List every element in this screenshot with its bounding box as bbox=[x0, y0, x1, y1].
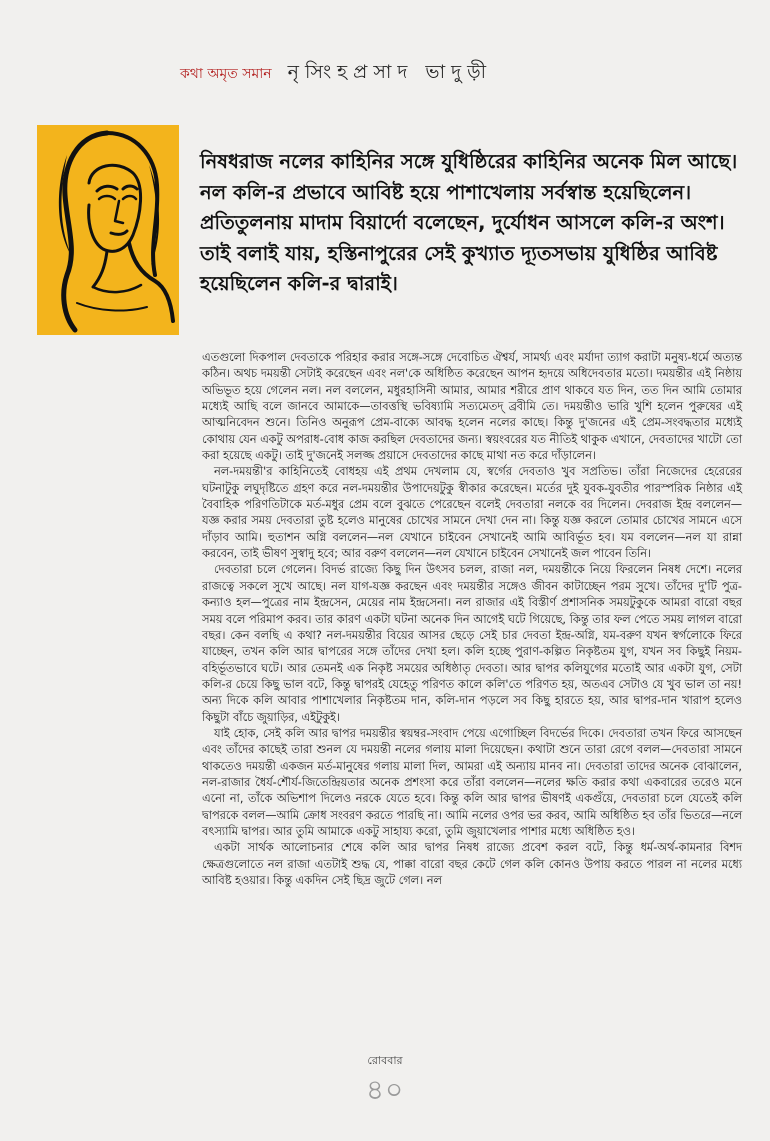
woman-sketch-icon bbox=[37, 125, 179, 335]
series-title: কথা অমৃত সমান bbox=[180, 66, 272, 82]
page-number: ৪০ bbox=[365, 1073, 405, 1106]
pull-quote bbox=[200, 147, 740, 300]
article-body bbox=[202, 350, 742, 889]
paragraph: যাই হোক, সেই কলি আর দ্বাপর দময়ন্তীর স্বয়ম্বর-সংবাদ পেয়ে এগোচ্ছিল বিদর্ভের দিকে। দেবতারা তখন ফিরে আসছেন এবং তাঁদের কাছেই তারা শুনল যে দময়ন্তী নলের গলায় মালা দিয়েছেন। কথাটা শুনে তারা রেগে বলল—দেবতারা সামনে থাকতেও দময়ন্তী একজন মর্ত-মানুষের গলায় মালা দিল, আমরা এই অন্যায় মানব না। দেবতারা তাদের অনেক বোঝালেন, নল-রাজার ধৈর্য-শৌর্য-জিতেন্দ্রিয়তার অনেক প্রশংসা করে তাঁরা বললেন—নলের ক্ষতি করার কথা একবারের তরেও মনে এনো না, তাঁকে অভিশাপ দিলেও নরকে যেতে হবে। কিন্তু কলি আর দ্বাপর ভীষণই একগুঁয়ে, দেবতারা চলে যেতেই কলি দ্বাপরকে বলল—আমি ক্রোধ সংবরণ করতে পারছি না। আমি নলের ওপর ভর করব, আমি অধিষ্ঠিত হব তাঁর ভিতরে—নলে বৎস্যামি দ্বাপর। আর তুমি আমাকে একটু সাহায্য করো, তুমি জুয়াখেলার পাশার মধ্যে অধিষ্ঠিত হও। bbox=[202, 726, 742, 838]
paragraph: নল-দময়ন্তী'র কাহিনিতেই বোধহয় এই প্রথম দেখলাম যে, স্বর্গের দেবতাও খুব সপ্রতিভ। তাঁরা নিজেদের হেরেরের ঘটনাটুকু লঘুদৃষ্টিতে গ্রহণ করে নল-দময়ন্তীর উপাদেয়টুকু স্বীকার করেছেন। মর্তের দুই যুবক-যুবতীর পারস্পরিক নিষ্ঠার এই বৈবাহিক পরিণতিটাকে মর্ত-মধুর প্রেম বলে বুঝতে পেরেছেন বলেই দেবতারা নলকে বর দিলেন। দেবরাজ ইন্দ্র বললেন—যজ্ঞ করার সময় দেবতারা তুষ্ট হলেও মানুষের চোখের সামনে দেখা দেন না। কিন্তু যজ্ঞ করলে তোমার চোখের সামনে এসে দাঁড়াব আমি। হুতাশন অগ্নি বললেন—নল যেখানে চাইবেন সেখানেই আমি আবির্ভূত হব। যম বললেন—নল যা রান্না করবেন, তাই ভীষণ সুস্বাদু হবে; আর বরুণ বললেন—নল যেখানে চাইবেন সেখানেই জল পাবেন তিনি। bbox=[202, 465, 742, 561]
paragraph: এতগুলো দিকপাল দেবতাকে পরিহার করার সঙ্গে-সঙ্গে দেবোচিত ঐশ্বর্য, সামর্থ্য এবং মর্যাদা ত্যাগ করাটা মনুষ্য-ধর্মে অত্যন্ত কঠিন। অথচ দময়ন্তী সেটাই করেছেন এবং নল'কে অধিষ্ঠিত করেছেন আপন হৃদয়ে অধিদেবতার মতো। দময়ন্তীর এই নিষ্ঠায় অভিভূত হয়ে গেলেন নল। নল বললেন, মধুরহাসিনী আমার, আমার শরীরে প্রাণ থাকবে যত দিন, তত দিন আমি তোমার মধ্যেই আছি বলে জানবে আমাকে—তাবত্তস্থি ভবিষ্যামি সত্যমেতদ্ ব্রবীমি তে। দময়ন্তীও ভারি খুশি হলেন পুরুষের এই আত্মনিবেদন শুনে। তিনিও অনুরূপ প্রেম-বাক্যে আবদ্ধ হলেন নলের কাছে। কিন্তু দু'জনের এই প্রেম-সংবদ্ধতার মধ্যেই কোথায় যেন একটু অপরাধ-বোধ কাজ করছিল দেবতাদের জন্য। স্বয়ংবরের যত নীতিই থাকুক এখানে, দেবতাদের খাটো তো করা হয়েছে একটু। তাই দু'জনেই সলজ্জ প্রয়াসে দেবতাদের কাছে মাথা নত করে দাঁড়ালেন। bbox=[202, 351, 742, 463]
paragraph: একটা সার্থক আলোচনার শেষে কলি আর দ্বাপর নিষধ রাজ্যে প্রবেশ করল বটে, কিন্তু ধর্ম-অর্থ-কামনার বিশদ ক্ষেত্রগুলোতে নল রাজা এতটাই শুদ্ধ যে, পাক্কা বারো বছর কেটে গেল কলি কোনও উপায় করতে পারল না নলের মধ্যে আবিষ্ট হওয়ার। কিন্তু একদিন সেই ছিদ্র জুটে গেল। নল bbox=[202, 841, 742, 887]
author-name: নৃসিংহপ্রসাদ ভাদুড়ী bbox=[287, 61, 493, 83]
illustration-woman-portrait bbox=[37, 125, 179, 335]
page-footer bbox=[0, 1052, 770, 1115]
page-header bbox=[180, 58, 492, 90]
paragraph: দেবতারা চলে গেলেন। বিদর্ভ রাজ্যে কিছু দিন উৎসব চলল, রাজা নল, দময়ন্তীকে নিয়ে ফিরলেন নিষধ দেশে। নলের রাজত্বে সকলে সুখে আছে। নল যাগ-যজ্ঞ করছেন এবং দময়ন্তীর সঙ্গেও জীবন কাটাচ্ছেন পরম সুখে। তাঁদের দু'টি পুত্র-কন্যাও হল—পুত্রের নাম ইন্দ্রসেন, মেয়ের নাম ইন্দ্রসেনা। নল রাজার এই বিস্তীর্ণ প্রশাসনিক সময়টুকুকে আমরা বারো বছর সময় বলে পরিমাপ করব। তার কারণ একটা ঘটনা অনেক দিন আগেই ঘটে গিয়েছে, কিন্তু তার ফল পেতে সময় লাগল বারো বছর। কেন বলছি এ কথা? নল-দময়ন্তীর বিয়ের আসর ছেড়ে সেই চার দেবতা ইন্দ্র-অগ্নি, যম-বরুণ যখন স্বর্গলোকে ফিরে যাচ্ছেন, তখন কলি আর দ্বাপরের সঙ্গে তাঁদের দেখা হল। কলি হচ্ছে পুরাণ-কল্পিত নিকৃষ্টতম যুগ, যখন সব কিছুই নিয়ম-বহির্ভূতভাবে ঘটে। আর তেমনই এক নিকৃষ্ট সময়ের অধিষ্ঠাতৃ দেবতা। আর দ্বাপর কলিযুগের মতোই আর একটা যুগ, সেটা কলি-র চেয়ে কিছু ভাল বটে, কিন্তু দ্বাপরই যেহেতু পরিণত কালে কলি'তে পরিণত হয়, অতএব সেটাও যে খুব ভাল তা নয়! অন্য দিকে কলি আবার পাশাখেলার নিকৃষ্টতম দান, কলি-দান পড়লে সব কিছু হারতে হয়, আর দ্বাপর-দান খারাপ হলেও কিছুটা বাঁচে জুয়াড়ির, এইটুকুই। bbox=[202, 563, 742, 724]
magazine-name: রোববার bbox=[367, 1054, 403, 1067]
pull-quote-text: নিষধরাজ নলের কাহিনির সঙ্গে যুধিষ্ঠিরের কাহিনির অনেক মিল আছে। নল কলি-র প্রভাবে আবিষ্ট হয়ে পাশাখেলায় সর্বস্বান্ত হয়েছিলেন। প্রতিতুলনায় মাদাম বিয়ার্দো বলেছেন, দুর্যোধন আসলে কলি-র অংশ। তাই বলাই যায়, হস্তিনাপুরের সেই কুখ্যাত দ্যূতসভায় যুধিষ্ঠির আবিষ্ট হয়েছিলেন কলি-র দ্বারাই। bbox=[200, 150, 738, 295]
